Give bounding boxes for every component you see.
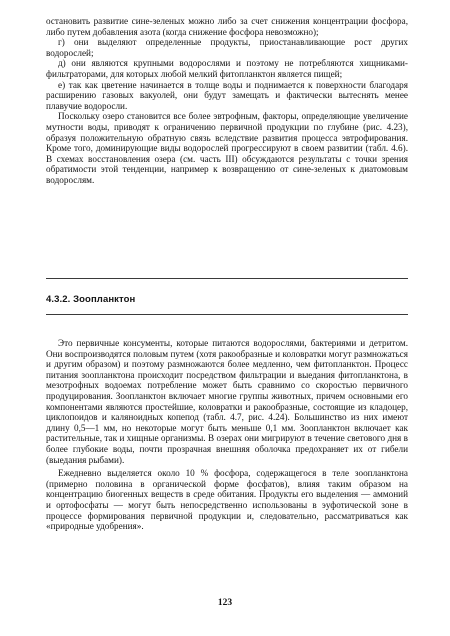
top-text-block — [46, 16, 408, 186]
page-number: 123 — [217, 598, 233, 608]
zooplankton-paragraph: Это первичные консументы, которые питаются водорослями, бактериями и детритом. Они воспроизводятся половым путем (хотя ракообразные и коловратки могут размножаться и другим образом) и поэтому размножаются более медленно, чем фитопланктон. Процесс питания зоопланктона происходит посредством фильтрации и выедания фитопланктона, в мезотрофных водоемах потребление может быть сравнимо со скоростью первичного продуцирования. Зоопланктон включает многие группы животных, причем основными его компонентами являются простейшие, коловратки и ракообразные, состоящие из кладоцер, циклопоидов и каляноидных копепод (табл. 4.7, рис. 4.24). Большинство из них имеют длину 0,5—1 мм, но некоторые могут быть меньше 0,1 мм. Зоопланктон включает как растительные, так и хищные организмы. В озерах они мигрируют в течение светового дня в более глубокие воды, почти прозрачная внешняя оболочка предохраняет их от гибели (выедания рыбами). — [46, 338, 408, 465]
section-divider-top — [46, 278, 408, 279]
section-divider-bottom — [46, 314, 408, 315]
eutrophication-paragraph: Поскольку озеро становится все более эвтрофным, факторы, определяющие увеличение мутности воды, приводят к ограничению первичной продукции по глубине (рис. 4.23), образуя положительную обратную связь вследствие развития процесса эвтрофирования. Кроме того, доминирующие виды водорослей прогрессируют в своем развитии (табл. 4.6). В схемах восстановления озера (см. часть III) обсуждаются результаты с точки зрения обратимости этой тенденции, например к возвращению от сине-зеленых к диатомовым водорослям. — [46, 111, 408, 185]
list-item-d: д) они являются крупными водорослями и поэтому не потребляются хищниками-фильтраторами, для которых любой мелкий фитопланктон является пищей; — [46, 58, 408, 79]
phosphorus-paragraph: Ежедневно выделяется около 10 % фосфора, содержащегося в теле зоопланктона (примерно половина в органической форме фосфатов), влияя таким образом на концентрацию биогенных веществ в среде обитания. Продукты его выделения — аммоний и ортофосфаты — могут быть непосредственно использованы в эуфотической зоне в процессе формирования первичной продукции и, следовательно, рассматриваться как «природные удобрения». — [46, 468, 408, 532]
list-item-e: е) так как цветение начинается в толще воды и поднимается к поверхности благодаря расширению газовых вакуолей, они будут замещать и фактически вытеснять менее плавучие водоросли. — [46, 79, 408, 111]
body-text-block — [46, 338, 408, 532]
continued-paragraph: остановить развитие сине-зеленых можно либо за счет снижения концентрации фосфора, либо путем добавления азота (когда снижение фосфора невозможно); — [46, 16, 408, 37]
section-heading: 4.3.2. Зоопланктон — [46, 294, 136, 305]
list-item-g: г) они выделяют определенные продукты, приостанавливающие рост других водорослей; — [46, 37, 408, 58]
